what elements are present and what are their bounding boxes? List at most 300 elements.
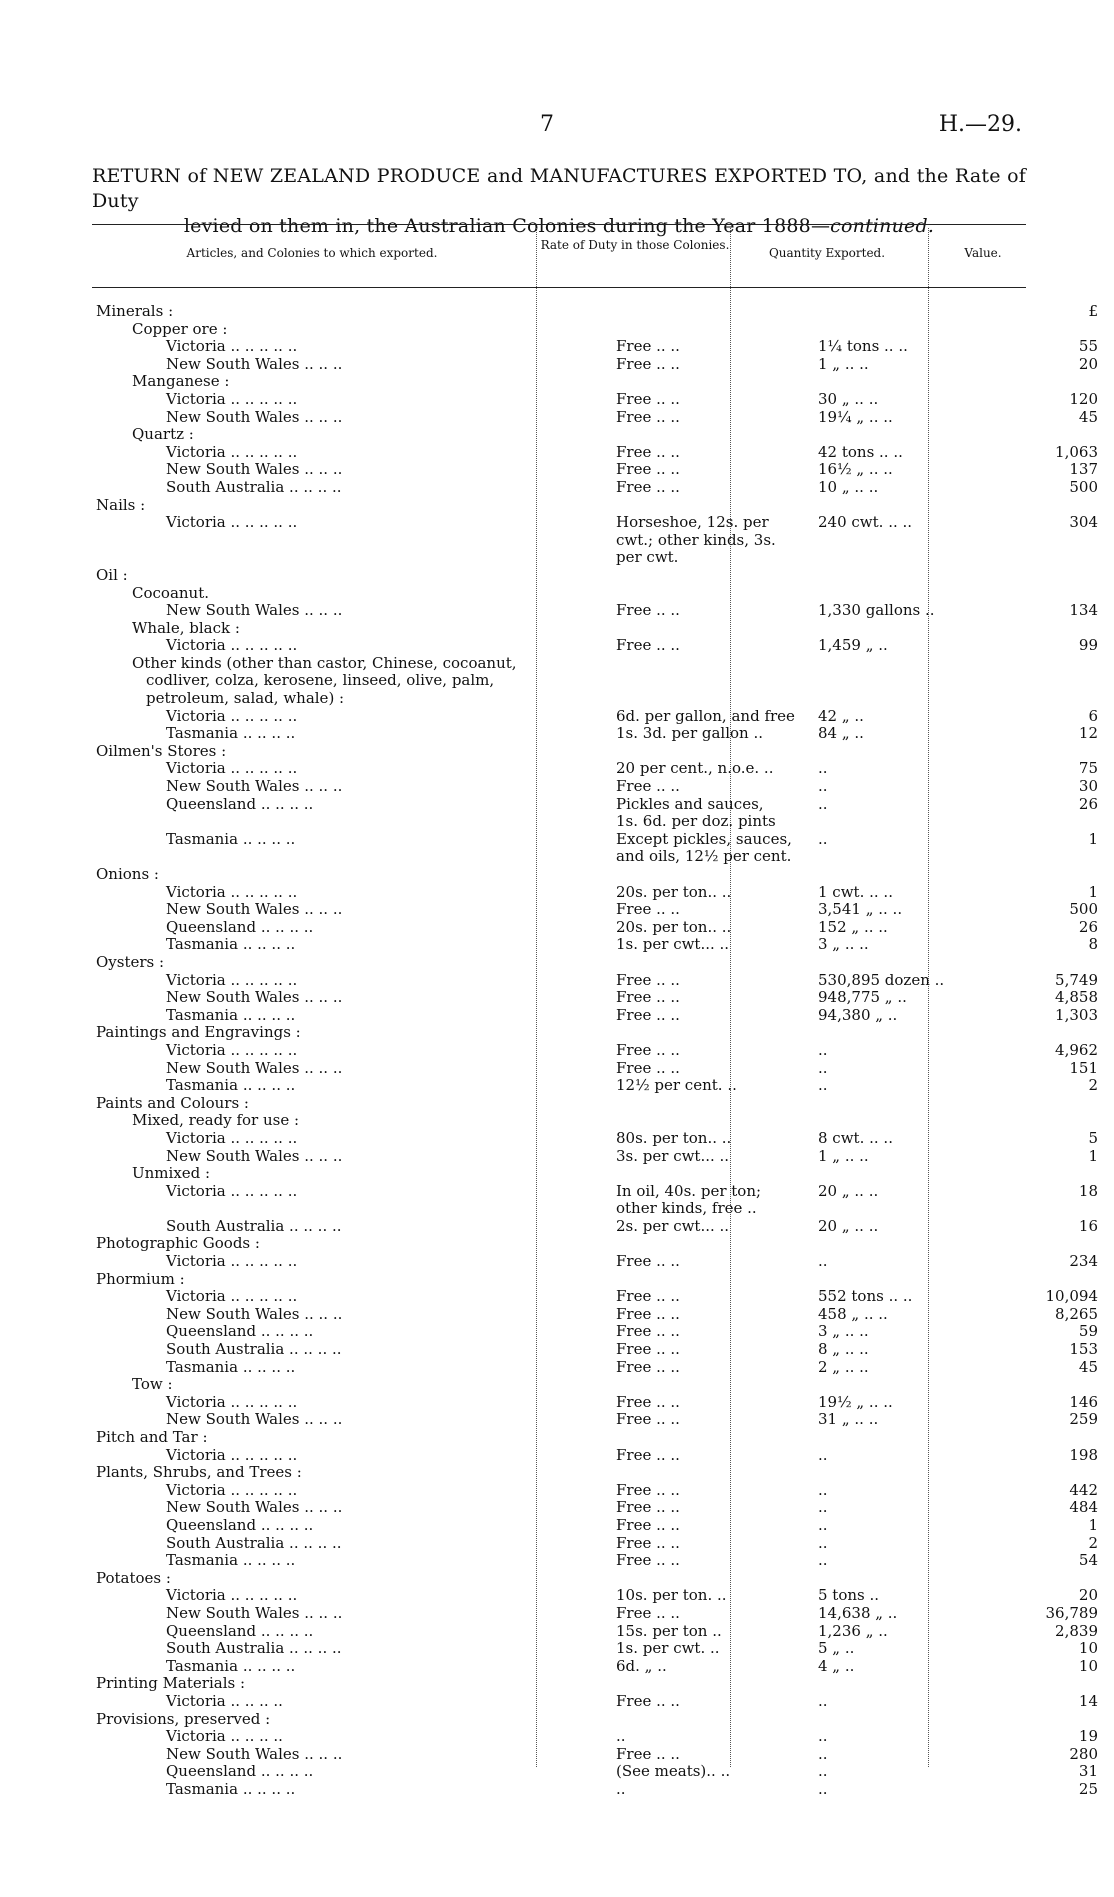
article-cell: Tasmania .. .. .. ..	[166, 1657, 296, 1675]
article-cell: Tasmania .. .. .. ..	[166, 1780, 296, 1798]
rate-cell: Free .. ..	[616, 1604, 680, 1622]
value-cell: 55	[1078, 338, 1098, 356]
rate-cell: 15s. per ton ..	[616, 1622, 722, 1640]
quantity-cell: 1,459 „ ..	[818, 637, 888, 655]
table-row	[96, 1183, 1100, 1201]
rate-cell	[606, 1112, 810, 1130]
value-cell	[1008, 954, 1100, 972]
table-row	[96, 1623, 1100, 1641]
quantity-cell: 42 tons .. ..	[818, 443, 903, 461]
quantity-cell: ..	[818, 1763, 828, 1781]
table-row	[96, 1605, 1100, 1623]
table-row	[96, 1587, 1100, 1605]
quantity-cell: 1 cwt. .. ..	[818, 883, 893, 901]
table-row	[96, 1253, 1100, 1271]
article-cell: Tasmania .. .. .. ..	[166, 1077, 296, 1095]
value-cell: 54	[1078, 1552, 1098, 1570]
rate-cell	[606, 567, 810, 585]
rate-cell: Free .. ..	[616, 1534, 680, 1552]
article-cell	[96, 848, 606, 866]
title-line-2-main: levied on them in, the Australian Colonies during the Year 1888—	[183, 215, 831, 237]
rate-cell	[606, 1464, 810, 1482]
value-cell: 1	[1088, 830, 1098, 848]
rate-cell: Free .. ..	[616, 1305, 680, 1323]
table-row	[96, 954, 1100, 972]
rate-cell: per cwt.	[616, 549, 679, 567]
value-cell: 10,094	[1045, 1288, 1098, 1306]
quantity-cell	[810, 866, 1008, 884]
table-row	[96, 972, 1100, 990]
table-row	[96, 936, 1100, 954]
table-row	[96, 1517, 1100, 1535]
value-cell	[1008, 1200, 1100, 1218]
quantity-cell	[810, 954, 1008, 972]
value-cell	[1008, 567, 1100, 585]
value-cell: 26	[1078, 918, 1098, 936]
value-cell	[1008, 497, 1100, 515]
rate-cell: Free .. ..	[616, 390, 680, 408]
article-cell	[96, 549, 606, 567]
article-cell: Victoria .. .. .. ..	[166, 1692, 283, 1710]
value-cell	[1008, 1235, 1100, 1253]
table-row	[96, 796, 1100, 814]
value-cell: 10	[1078, 1640, 1098, 1658]
table-row	[96, 391, 1100, 409]
quantity-cell	[810, 585, 1008, 603]
rate-cell: 20s. per ton.. ..	[616, 883, 732, 901]
table-row	[96, 919, 1100, 937]
article-cell: New South Wales .. .. ..	[166, 1499, 343, 1517]
rate-cell: Free .. ..	[616, 1341, 680, 1359]
table-row	[96, 461, 1100, 479]
table-row	[96, 1060, 1100, 1078]
value-cell: 31	[1078, 1763, 1098, 1781]
article-cell: Victoria .. .. .. .. ..	[166, 760, 298, 778]
header-top-rule	[92, 224, 1026, 225]
page-number: 7	[540, 112, 554, 137]
table-row	[96, 1464, 1100, 1482]
value-cell: 5,749	[1055, 971, 1098, 989]
value-cell	[1008, 655, 1100, 673]
rate-cell: Free .. ..	[616, 461, 680, 479]
table-row	[96, 1675, 1100, 1693]
quantity-cell	[810, 497, 1008, 515]
quantity-cell: 152 „ .. ..	[818, 918, 888, 936]
document-title	[92, 164, 1026, 239]
value-cell	[1008, 373, 1100, 391]
table-row	[96, 813, 1100, 831]
quantity-cell	[810, 303, 1008, 321]
title-line-1: RETURN of NEW ZEALAND PRODUCE and MANUFACTURES EXPORTED TO, and the Rate of Duty	[92, 165, 1026, 212]
article-cell: Plants, Shrubs, and Trees :	[96, 1464, 302, 1482]
article-cell: Victoria .. .. .. .. ..	[166, 1587, 298, 1605]
quantity-cell	[810, 1200, 1008, 1218]
article-cell: Provisions, preserved :	[96, 1710, 271, 1728]
quantity-cell: 94,380 „ ..	[818, 1006, 898, 1024]
table-row	[96, 1077, 1100, 1095]
article-cell: Potatoes :	[96, 1569, 171, 1587]
value-cell	[1008, 1376, 1100, 1394]
article-cell: Victoria .. .. .. .. ..	[166, 971, 298, 989]
rate-cell: Free .. ..	[616, 478, 680, 496]
value-cell: 153	[1069, 1341, 1098, 1359]
table-row	[96, 1271, 1100, 1289]
quantity-cell	[810, 1675, 1008, 1693]
value-cell: 484	[1069, 1499, 1098, 1517]
quantity-cell: 1,330 gallons ..	[818, 602, 935, 620]
table-row	[96, 725, 1100, 743]
quantity-cell	[810, 1095, 1008, 1113]
value-cell	[1008, 1675, 1100, 1693]
table-row	[96, 373, 1100, 391]
quantity-cell: 10 „ .. ..	[818, 478, 879, 496]
title-continued: continued.	[830, 215, 935, 237]
article-cell	[96, 1200, 606, 1218]
article-cell: Queensland .. .. .. ..	[166, 795, 314, 813]
value-cell: 30	[1078, 778, 1098, 796]
table-row	[96, 1535, 1100, 1553]
rate-cell	[606, 954, 810, 972]
table-row	[96, 1640, 1100, 1658]
rate-cell	[606, 620, 810, 638]
article-cell: Whale, black :	[132, 619, 240, 637]
table-row	[96, 1165, 1100, 1183]
quantity-cell: ..	[818, 1745, 828, 1763]
quantity-cell: 84 „ ..	[818, 725, 864, 743]
article-cell: New South Wales .. .. ..	[166, 1604, 343, 1622]
rate-cell: Free .. ..	[616, 408, 680, 426]
value-cell: 2,839	[1055, 1622, 1098, 1640]
article-cell: Tow :	[132, 1376, 173, 1394]
quantity-cell: ..	[818, 1481, 828, 1499]
table-row	[96, 1095, 1100, 1113]
value-cell: 45	[1078, 408, 1098, 426]
article-cell: Paints and Colours :	[96, 1094, 249, 1112]
rate-cell: 20s. per ton.. ..	[616, 918, 732, 936]
article-cell: Printing Materials :	[96, 1675, 246, 1693]
quantity-cell	[810, 1464, 1008, 1482]
rate-cell: Free .. ..	[616, 1288, 680, 1306]
value-cell	[1008, 532, 1100, 550]
value-cell: 20	[1078, 355, 1098, 373]
table-row	[96, 1693, 1100, 1711]
table-row	[96, 1394, 1100, 1412]
table-row	[96, 743, 1100, 761]
article-cell: New South Wales .. .. ..	[166, 602, 343, 620]
article-cell: Queensland .. .. .. ..	[166, 918, 314, 936]
rate-cell: Free .. ..	[616, 1745, 680, 1763]
quantity-cell	[810, 321, 1008, 339]
rate-cell: Free .. ..	[616, 1411, 680, 1429]
rate-cell	[606, 743, 810, 761]
rate-cell: 6d. „ ..	[616, 1657, 667, 1675]
table-row	[96, 514, 1100, 532]
rate-cell: 2s. per cwt... ..	[616, 1217, 730, 1235]
rate-cell: Free .. ..	[616, 1446, 680, 1464]
article-cell: petroleum, salad, whale) :	[146, 690, 345, 708]
rate-cell: Free .. ..	[616, 637, 680, 655]
table-row	[96, 1024, 1100, 1042]
article-cell: Queensland .. .. .. ..	[166, 1763, 314, 1781]
rate-cell	[606, 303, 810, 321]
rate-cell	[606, 497, 810, 515]
quantity-cell	[810, 1024, 1008, 1042]
rate-cell: Free .. ..	[616, 1692, 680, 1710]
article-cell: Tasmania .. .. .. ..	[166, 936, 296, 954]
rate-cell: cwt.; other kinds, 3s.	[616, 531, 776, 549]
value-cell	[1008, 813, 1100, 831]
quantity-cell: 3 „ .. ..	[818, 1323, 869, 1341]
rate-cell: In oil, 40s. per ton;	[616, 1182, 762, 1200]
quantity-cell: 5 „ ..	[818, 1640, 855, 1658]
quantity-cell	[810, 426, 1008, 444]
table-row	[96, 1746, 1100, 1764]
table-row	[96, 690, 1100, 708]
exports-table-body	[96, 303, 1100, 1798]
article-cell: Queensland .. .. .. ..	[166, 1323, 314, 1341]
article-cell: South Australia .. .. .. ..	[166, 1640, 342, 1658]
table-row	[96, 497, 1100, 515]
value-cell: 25	[1078, 1780, 1098, 1798]
table-row	[96, 1781, 1100, 1799]
value-cell: 280	[1069, 1745, 1098, 1763]
table-row	[96, 1447, 1100, 1465]
table-row	[96, 1341, 1100, 1359]
col-header-value: Value.	[964, 246, 1002, 260]
rate-cell: Free .. ..	[616, 1499, 680, 1517]
table-row	[96, 444, 1100, 462]
article-cell: Victoria .. .. .. .. ..	[166, 1288, 298, 1306]
value-cell: 442	[1069, 1481, 1098, 1499]
rate-cell: 1s. per cwt... ..	[616, 936, 730, 954]
article-cell: Oilmen's Stores :	[96, 742, 227, 760]
article-cell: Paintings and Engravings :	[96, 1024, 301, 1042]
rate-cell: (See meats).. ..	[616, 1763, 731, 1781]
value-cell: 14	[1078, 1692, 1098, 1710]
rate-cell: and oils, 12½ per cent.	[616, 848, 792, 866]
value-cell	[1008, 672, 1100, 690]
table-row	[96, 637, 1100, 655]
rate-cell	[606, 1675, 810, 1693]
value-cell: 146	[1069, 1393, 1098, 1411]
value-cell: 259	[1069, 1411, 1098, 1429]
quantity-cell: 1¼ tons .. ..	[818, 338, 908, 356]
table-row	[96, 1200, 1100, 1218]
quantity-cell: 20 „ .. ..	[818, 1182, 879, 1200]
article-cell: Queensland .. .. .. ..	[166, 1516, 314, 1534]
value-cell: 151	[1069, 1059, 1098, 1077]
article-cell: Oysters :	[96, 953, 165, 971]
article-cell: Victoria .. .. .. .. ..	[166, 443, 298, 461]
rate-cell	[606, 1271, 810, 1289]
table-row	[96, 1288, 1100, 1306]
value-cell: 26	[1078, 795, 1098, 813]
quantity-cell	[810, 1235, 1008, 1253]
article-cell: South Australia .. .. .. ..	[166, 1341, 342, 1359]
quantity-cell	[810, 1429, 1008, 1447]
value-cell: 2	[1088, 1534, 1098, 1552]
value-cell: 20	[1078, 1587, 1098, 1605]
article-cell: Tasmania .. .. .. ..	[166, 830, 296, 848]
table-row	[96, 479, 1100, 497]
value-cell: 500	[1069, 478, 1098, 496]
quantity-cell: 530,895 dozen ..	[818, 971, 945, 989]
quantity-cell: 20 „ .. ..	[818, 1217, 879, 1235]
quantity-cell: 8 cwt. .. ..	[818, 1129, 893, 1147]
rate-cell	[606, 1235, 810, 1253]
article-cell: Victoria .. .. .. .. ..	[166, 1182, 298, 1200]
quantity-cell	[810, 813, 1008, 831]
value-cell: 1	[1088, 883, 1098, 901]
rate-cell	[606, 655, 810, 673]
quantity-cell: 31 „ .. ..	[818, 1411, 879, 1429]
value-cell	[1008, 1095, 1100, 1113]
quantity-cell: 5 tons ..	[818, 1587, 880, 1605]
article-cell: Victoria .. .. .. .. ..	[166, 390, 298, 408]
value-cell	[1008, 585, 1100, 603]
table-row	[96, 778, 1100, 796]
quantity-cell	[810, 1570, 1008, 1588]
quantity-cell: ..	[818, 1516, 828, 1534]
quantity-cell	[810, 1112, 1008, 1130]
table-row	[96, 1728, 1100, 1746]
value-cell	[1008, 1570, 1100, 1588]
quantity-cell: ..	[818, 778, 828, 796]
rate-cell: Free .. ..	[616, 1516, 680, 1534]
quantity-cell	[810, 743, 1008, 761]
table-row	[96, 989, 1100, 1007]
article-cell: Cocoanut.	[132, 584, 209, 602]
value-cell	[1008, 1024, 1100, 1042]
article-cell: Copper ore :	[132, 320, 228, 338]
quantity-cell: 4 „ ..	[818, 1657, 855, 1675]
table-row	[96, 866, 1100, 884]
table-row	[96, 1411, 1100, 1429]
quantity-cell	[810, 620, 1008, 638]
article-cell: New South Wales .. .. ..	[166, 989, 343, 1007]
value-cell	[1008, 1464, 1100, 1482]
value-cell: 198	[1069, 1446, 1098, 1464]
value-cell: 2	[1088, 1077, 1098, 1095]
article-cell: Victoria .. .. .. .. ..	[166, 637, 298, 655]
article-cell: Phormium :	[96, 1270, 185, 1288]
article-cell: Victoria .. .. .. .. ..	[166, 1041, 298, 1059]
quantity-cell: 16½ „ .. ..	[818, 461, 893, 479]
title-line-2	[92, 214, 1026, 239]
quantity-cell: 458 „ .. ..	[818, 1305, 888, 1323]
quantity-cell	[810, 1165, 1008, 1183]
value-cell	[1008, 1429, 1100, 1447]
value-cell	[1008, 321, 1100, 339]
value-cell: 10	[1078, 1657, 1098, 1675]
article-cell	[96, 532, 606, 550]
table-row	[96, 1235, 1100, 1253]
value-cell: 18	[1078, 1182, 1098, 1200]
rate-cell: Free .. ..	[616, 1358, 680, 1376]
value-cell: 1,303	[1055, 1006, 1098, 1024]
table-row	[96, 848, 1100, 866]
value-cell: 75	[1078, 760, 1098, 778]
table-row	[96, 1570, 1100, 1588]
quantity-cell: ..	[818, 1780, 828, 1798]
table-row	[96, 1763, 1100, 1781]
article-cell: New South Wales .. .. ..	[166, 1059, 343, 1077]
article-cell: New South Wales .. .. ..	[166, 355, 343, 373]
table-row	[96, 585, 1100, 603]
value-cell: 304	[1069, 514, 1098, 532]
quantity-cell	[810, 373, 1008, 391]
rate-cell: Free .. ..	[616, 1393, 680, 1411]
value-cell	[1008, 1165, 1100, 1183]
article-cell: Other kinds (other than castor, Chinese, cocoanut,	[132, 654, 517, 672]
value-cell	[1008, 1112, 1100, 1130]
value-cell: 19	[1078, 1728, 1098, 1746]
rate-cell: ..	[616, 1780, 626, 1798]
rate-cell: Free .. ..	[616, 1253, 680, 1271]
rate-cell: Free .. ..	[616, 1552, 680, 1570]
table-row	[96, 1218, 1100, 1236]
table-row	[96, 409, 1100, 427]
value-cell: 99	[1078, 637, 1098, 655]
article-cell: Nails :	[96, 496, 146, 514]
article-cell: Tasmania .. .. .. ..	[166, 725, 296, 743]
article-cell: New South Wales .. .. ..	[166, 1147, 343, 1165]
quantity-cell	[810, 567, 1008, 585]
quantity-cell: ..	[818, 1499, 828, 1517]
value-cell: 1	[1088, 1147, 1098, 1165]
table-row	[96, 1042, 1100, 1060]
quantity-cell: 3 „ .. ..	[818, 936, 869, 954]
table-row	[96, 356, 1100, 374]
rate-cell: Free .. ..	[616, 971, 680, 989]
quantity-cell: ..	[818, 1041, 828, 1059]
article-cell: Tasmania .. .. .. ..	[166, 1006, 296, 1024]
rate-cell: Horseshoe, 12s. per	[616, 514, 769, 532]
table-row	[96, 1130, 1100, 1148]
table-row	[96, 672, 1100, 690]
quantity-cell	[810, 672, 1008, 690]
article-cell: Victoria .. .. .. .. ..	[166, 707, 298, 725]
table-row	[96, 760, 1100, 778]
article-cell: Victoria .. .. .. .. ..	[166, 1129, 298, 1147]
quantity-cell: ..	[818, 1534, 828, 1552]
quantity-cell: ..	[818, 1059, 828, 1077]
quantity-cell: 552 tons .. ..	[818, 1288, 913, 1306]
rate-cell: Pickles and sauces,	[616, 795, 764, 813]
value-cell: 36,789	[1045, 1604, 1098, 1622]
rate-cell: 1s. 3d. per gallon ..	[616, 725, 764, 743]
value-cell: 5	[1088, 1129, 1098, 1147]
quantity-cell: 1 „ .. ..	[818, 355, 869, 373]
table-row	[96, 620, 1100, 638]
rate-cell: Free .. ..	[616, 443, 680, 461]
rate-cell	[606, 1429, 810, 1447]
rate-cell	[606, 1024, 810, 1042]
rate-cell	[606, 672, 810, 690]
rate-cell: Free .. ..	[616, 778, 680, 796]
value-cell: 137	[1069, 461, 1098, 479]
table-row	[96, 1323, 1100, 1341]
document-code: H.—29.	[938, 112, 1022, 137]
rate-cell: other kinds, free ..	[616, 1200, 757, 1218]
rate-cell	[606, 1165, 810, 1183]
col-header-articles: Articles, and Colonies to which exported.	[186, 246, 438, 260]
quantity-cell: 19¼ „ .. ..	[818, 408, 893, 426]
quantity-cell: 3,541 „ .. ..	[818, 901, 903, 919]
table-row	[96, 1482, 1100, 1500]
table-row	[96, 549, 1100, 567]
value-cell	[1008, 743, 1100, 761]
